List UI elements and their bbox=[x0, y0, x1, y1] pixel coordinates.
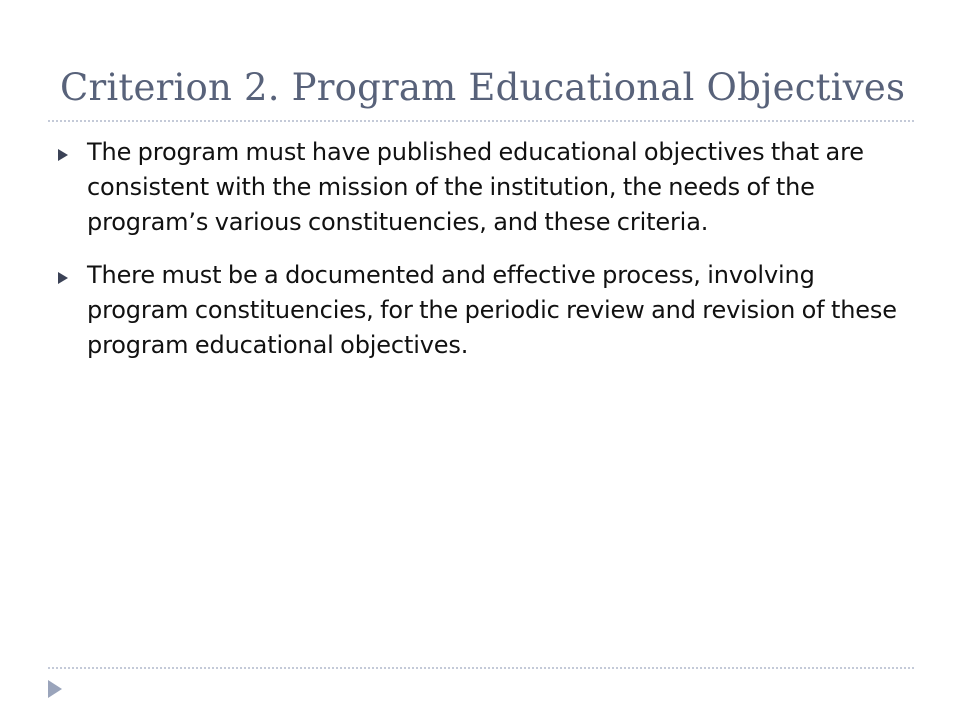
title-divider bbox=[48, 120, 914, 122]
triangle-arrow-icon bbox=[48, 680, 62, 703]
triangle-bullet-icon bbox=[58, 258, 87, 298]
bullet-text: There must be a documented and effective process, involving program constituencies, for the periodic review and revision of these program educational objectives. bbox=[87, 261, 897, 359]
bullet-text: The program must have published educational objectives that are consistent with the mission of the institution, the needs of the program’s various constituencies, and these criteria. bbox=[87, 138, 864, 236]
footer-divider bbox=[48, 667, 914, 669]
bullet-list bbox=[58, 135, 908, 381]
triangle-bullet-icon bbox=[58, 135, 87, 175]
slide-title: Criterion 2. Program Educational Objectives bbox=[60, 66, 906, 109]
bullet-item bbox=[58, 135, 908, 240]
bullet-item bbox=[58, 258, 908, 363]
